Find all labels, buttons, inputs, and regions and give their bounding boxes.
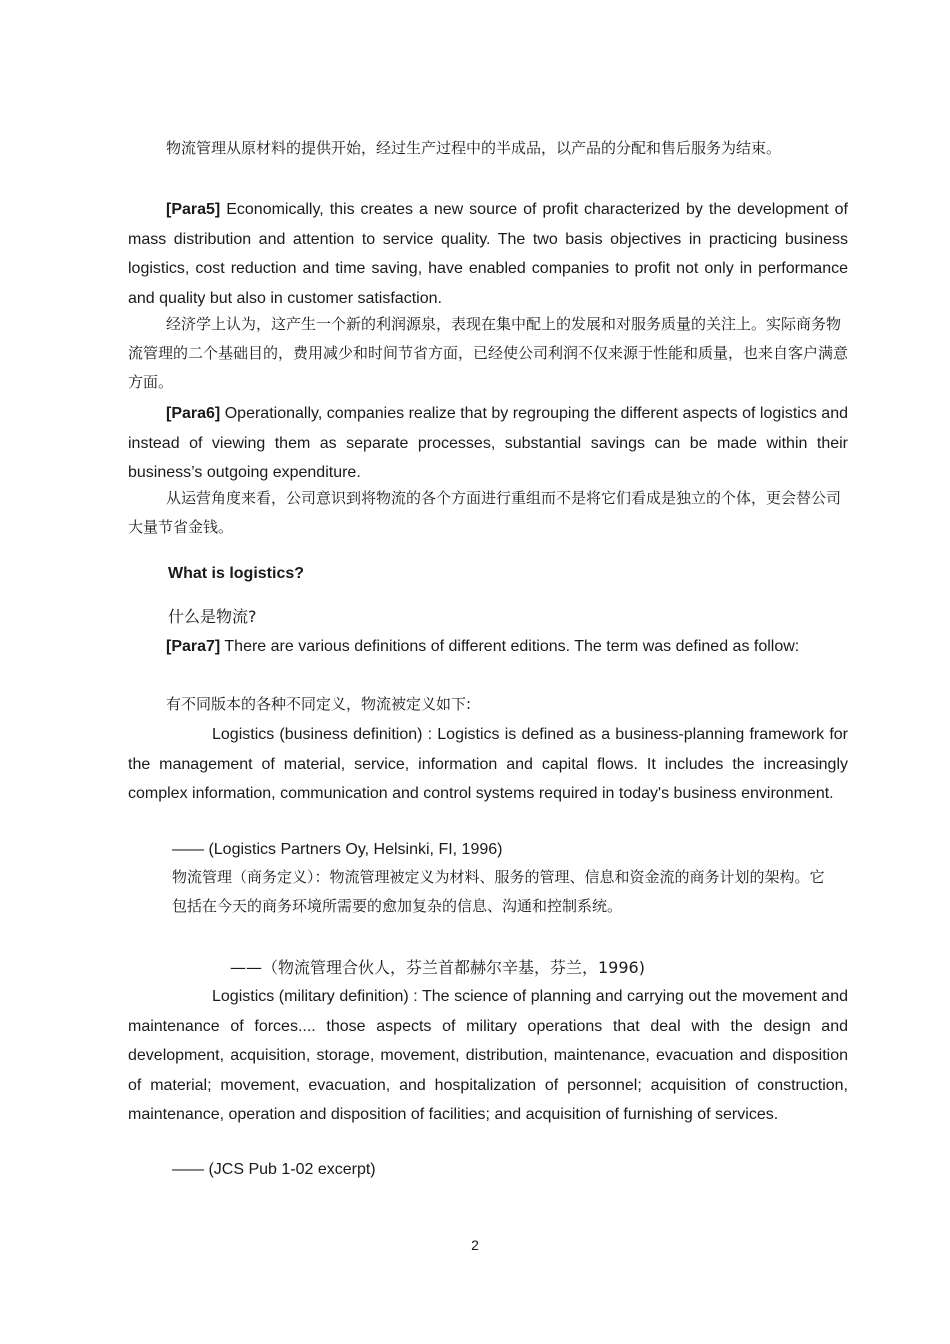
business-definition-source-zh: ——（物流管理合伙人，芬兰首都赫尔辛基，芬兰，1996) <box>230 958 645 977</box>
para7-en <box>128 632 848 662</box>
para7-text: There are various definitions of different editions. The term was defined as follow: <box>224 638 800 655</box>
business-definition-en: Logistics (business definition) : Logistics is defined as a business-planning framework for the management of material, service, information and capital flows. It includes the increasingly complex information, communication and control systems required in today's business environment. <box>128 726 848 802</box>
para7-zh: 有不同版本的各种不同定义，物流被定义如下: <box>166 695 472 713</box>
section-heading-zh: 什么是物流? <box>168 607 257 626</box>
section-heading-en: What is logistics? <box>168 565 305 582</box>
para7-tag: [Para7] <box>166 638 221 655</box>
military-definition-en: Logistics (military definition) : The science of planning and carrying out the movement and maintenance of forces.... those aspects of military operations that deal with the design and development, acquisition, storage, movement, distribution, maintenance, evacuation and disposition of material; movement, evacuation, and hospitalization of personnel; acquisition of construction, maintenance, operation and disposition of facilities; and acquisition of furnishing of services. <box>128 988 848 1123</box>
page-number: 2 <box>471 1237 479 1253</box>
business-definition-zh: 物流管理（商务定义）：物流管理被定义为材料、服务的管理、信息和资金流的商务计划的架构。它包括在今天的商务环境所需要的愈加复杂的信息、沟通和控制系统。 <box>172 868 825 915</box>
intro-paragraph-zh: 物流管理从原材料的提供开始，经过生产过程中的半成品，以产品的分配和售后服务为结束。 <box>166 139 782 157</box>
business-definition-source-en: —— (Logistics Partners Oy, Helsinki, FI, 1996) <box>172 841 503 858</box>
para6-text: Operationally, companies realize that by regrouping the different aspects of logistics and instead of viewing them as separate processes, substantial savings can be made within their business’s outgoing expenditure. <box>128 405 848 481</box>
para5-text: Economically, this creates a new source of profit characterized by the development of mass distribution and attention to service quality. The two basis objectives in practicing business logistics, cost reduction and time saving, have enabled companies to profit not only in performance and quality but also in customer satisfaction. <box>128 201 848 307</box>
para5-en <box>128 195 848 313</box>
para5-zh: 经济学上认为，这产生一个新的利润源泉，表现在集中配上的发展和对服务质量的关注上。实际商务物流管理的二个基础目的，费用减少和时间节省方面，已经使公司利润不仅来源于性能和质量，也来自客户满意方面。 <box>128 315 849 391</box>
para6-en <box>128 399 848 488</box>
military-definition-source-en: —— (JCS Pub 1-02 excerpt) <box>172 1161 376 1178</box>
para6-zh: 从运营角度来看，公司意识到将物流的各个方面进行重组而不是将它们看成是独立的个体，更会替公司大量节省金钱。 <box>128 489 842 536</box>
para6-tag: [Para6] <box>166 405 221 422</box>
para5-tag: [Para5] <box>166 201 221 218</box>
